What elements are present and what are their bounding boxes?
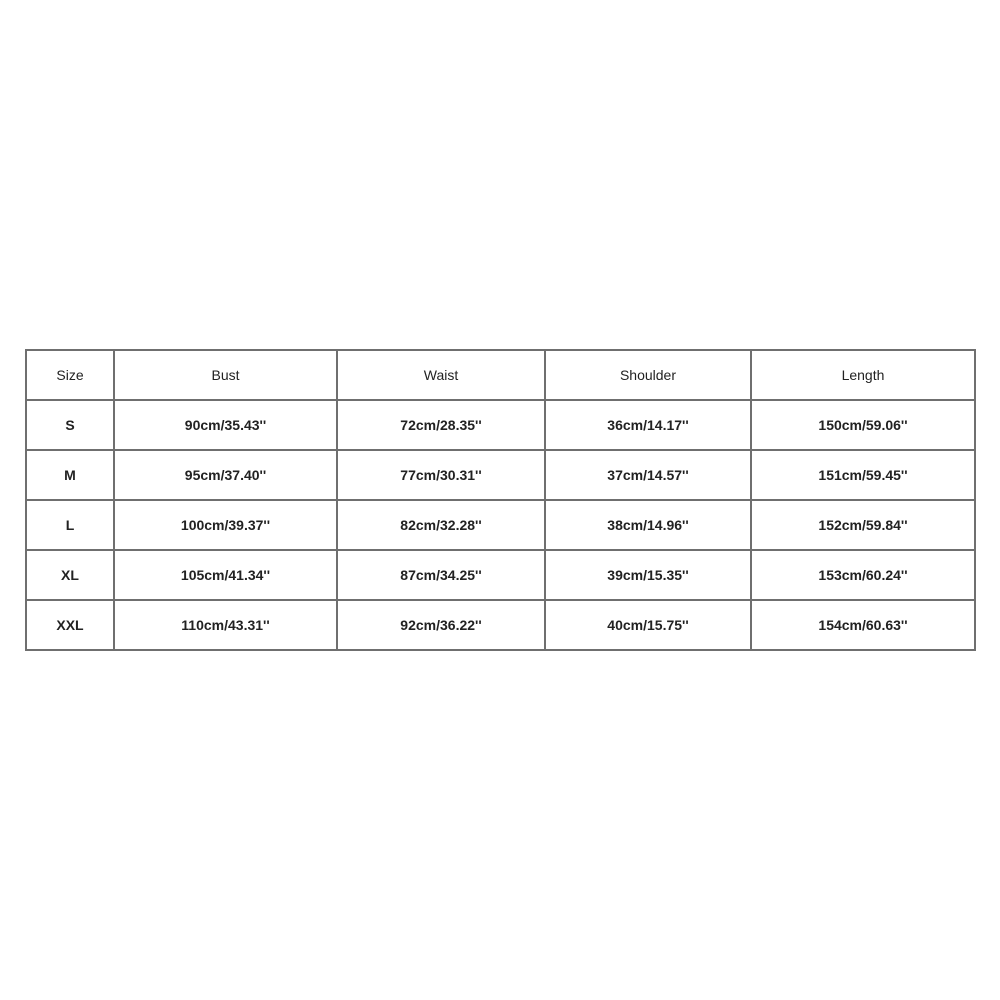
bust-cell: 95cm/37.40'': [114, 450, 337, 500]
length-cell: 153cm/60.24'': [751, 550, 975, 600]
size-chart-table: [25, 349, 976, 651]
table-body: [26, 400, 975, 650]
waist-cell: 77cm/30.31'': [337, 450, 545, 500]
shoulder-cell: 38cm/14.96'': [545, 500, 751, 550]
size-cell: L: [26, 500, 114, 550]
header-shoulder: Shoulder: [545, 350, 751, 400]
table-row: [26, 550, 975, 600]
header-waist: Waist: [337, 350, 545, 400]
header-row: [26, 350, 975, 400]
bust-cell: 90cm/35.43'': [114, 400, 337, 450]
length-cell: 151cm/59.45'': [751, 450, 975, 500]
size-cell: M: [26, 450, 114, 500]
bust-cell: 110cm/43.31'': [114, 600, 337, 650]
table-row: [26, 450, 975, 500]
bust-cell: 100cm/39.37'': [114, 500, 337, 550]
header-bust: Bust: [114, 350, 337, 400]
waist-cell: 82cm/32.28'': [337, 500, 545, 550]
header-length: Length: [751, 350, 975, 400]
length-cell: 152cm/59.84'': [751, 500, 975, 550]
shoulder-cell: 37cm/14.57'': [545, 450, 751, 500]
bust-cell: 105cm/41.34'': [114, 550, 337, 600]
length-cell: 154cm/60.63'': [751, 600, 975, 650]
table-row: [26, 400, 975, 450]
length-cell: 150cm/59.06'': [751, 400, 975, 450]
shoulder-cell: 39cm/15.35'': [545, 550, 751, 600]
shoulder-cell: 40cm/15.75'': [545, 600, 751, 650]
table-row: [26, 500, 975, 550]
shoulder-cell: 36cm/14.17'': [545, 400, 751, 450]
header-size: Size: [26, 350, 114, 400]
waist-cell: 92cm/36.22'': [337, 600, 545, 650]
size-cell: XL: [26, 550, 114, 600]
waist-cell: 72cm/28.35'': [337, 400, 545, 450]
size-cell: S: [26, 400, 114, 450]
table-row: [26, 600, 975, 650]
table-header: [26, 350, 975, 400]
size-cell: XXL: [26, 600, 114, 650]
waist-cell: 87cm/34.25'': [337, 550, 545, 600]
